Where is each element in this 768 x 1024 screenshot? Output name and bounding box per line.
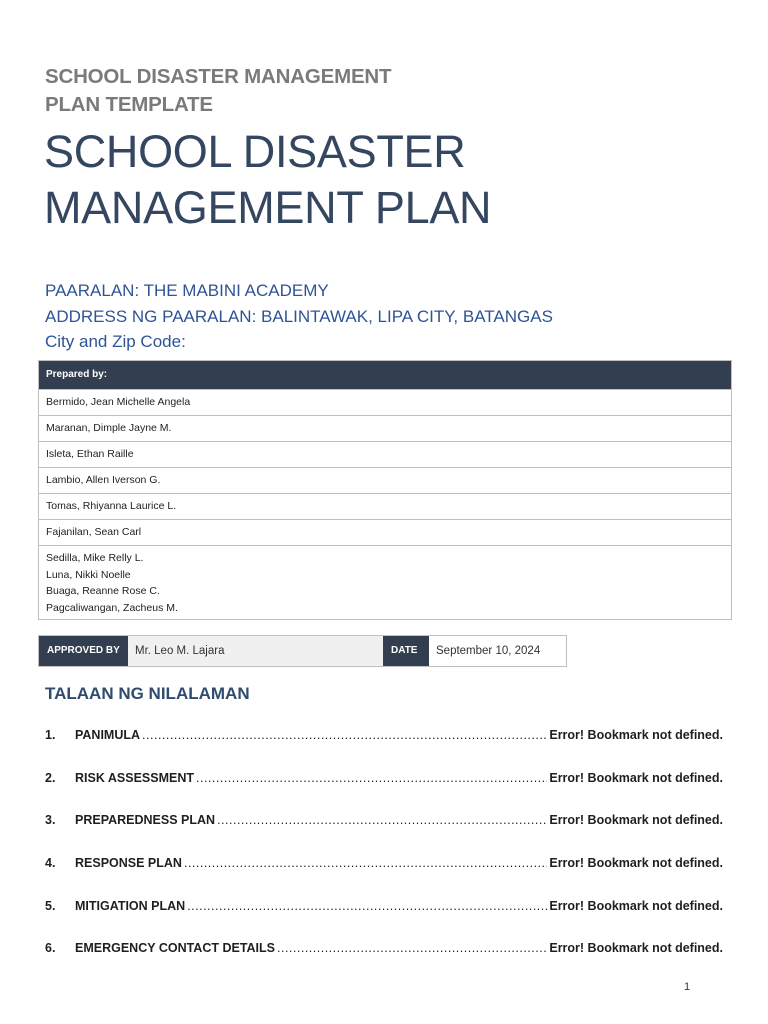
kicker-line-2: PLAN TEMPLATE bbox=[45, 93, 213, 116]
toc-reference: Error! Bookmark not defined. bbox=[549, 856, 723, 871]
approved-by-label: APPROVED BY bbox=[39, 636, 128, 666]
page-number: 1 bbox=[684, 981, 691, 993]
school-name: PAARALAN: THE MABINI ACADEMY bbox=[45, 281, 329, 300]
preparer-name: Sedilla, Mike Relly L. bbox=[46, 552, 144, 564]
table-row: Lambio, Allen Iverson G. bbox=[39, 467, 731, 493]
toc-label: RISK ASSESSMENT bbox=[75, 770, 195, 785]
school-address: ADDRESS NG PAARALAN: BALINTAWAK, LIPA CITY, BATANGAS bbox=[45, 306, 553, 326]
table-row: Isleta, Ethan Raille bbox=[39, 441, 731, 467]
toc-leader-dots bbox=[187, 899, 547, 913]
toc-number: 5. bbox=[45, 898, 56, 913]
toc-number: 4. bbox=[45, 856, 56, 871]
toc-title: TALAAN NG NILALAMAN bbox=[45, 684, 250, 703]
preparer-name: Luna, Nikki Noelle bbox=[46, 568, 131, 581]
school-info bbox=[45, 278, 725, 355]
toc-number: 3. bbox=[45, 813, 56, 828]
city-zip: City and Zip Code: bbox=[45, 332, 186, 351]
title-line-2: MANAGEMENT PLAN bbox=[44, 182, 492, 233]
kicker-line-1: SCHOOL DISASTER MANAGEMENT bbox=[45, 65, 392, 88]
toc-reference: Error! Bookmark not defined. bbox=[549, 898, 723, 913]
table-of-contents bbox=[45, 728, 723, 984]
toc-label: EMERGENCY CONTACT DETAILS bbox=[75, 941, 276, 956]
toc-number: 1. bbox=[45, 728, 56, 742]
date-label: DATE bbox=[383, 636, 429, 666]
table-row: Tomas, Rhiyanna Laurice L. bbox=[39, 493, 731, 519]
toc-reference: Error! Bookmark not defined. bbox=[549, 770, 723, 785]
toc-label: RESPONSE PLAN bbox=[75, 856, 182, 871]
table-row-multi bbox=[39, 545, 731, 619]
table-row: Fajanilan, Sean Carl bbox=[39, 519, 731, 545]
toc-reference: Error! Bookmark not defined. bbox=[549, 728, 723, 742]
template-kicker bbox=[45, 63, 565, 119]
toc-leader-dots bbox=[184, 856, 547, 870]
preparer-name: Buaga, Reanne Rose C. bbox=[46, 585, 160, 597]
date-value: September 10, 2024 bbox=[429, 636, 566, 666]
prepared-by-header: Prepared by: bbox=[39, 361, 731, 389]
toc-entry[interactable] bbox=[45, 941, 723, 984]
toc-entry[interactable] bbox=[45, 856, 723, 899]
toc-entry[interactable] bbox=[45, 728, 723, 771]
toc-leader-dots bbox=[217, 813, 547, 827]
toc-leader-dots bbox=[277, 941, 547, 955]
toc-entry[interactable] bbox=[45, 771, 723, 814]
table-row: Bermido, Jean Michelle Angela bbox=[39, 389, 731, 415]
title-line-1: SCHOOL DISASTER bbox=[44, 126, 466, 177]
toc-label: PREPAREDNESS PLAN bbox=[75, 813, 216, 828]
toc-leader-dots bbox=[142, 728, 547, 742]
toc-label: PANIMULA bbox=[75, 728, 141, 742]
preparer-name: Pagcaliwangan, Zacheus M. bbox=[46, 601, 178, 614]
toc-leader-dots bbox=[196, 771, 547, 785]
document-title bbox=[44, 124, 684, 236]
toc-number: 6. bbox=[45, 941, 56, 956]
approved-by-value: Mr. Leo M. Lajara bbox=[128, 636, 383, 666]
toc-label: MITIGATION PLAN bbox=[75, 898, 186, 913]
table-row: Maranan, Dimple Jayne M. bbox=[39, 415, 731, 441]
approval-row bbox=[38, 635, 567, 667]
toc-reference: Error! Bookmark not defined. bbox=[549, 813, 723, 828]
toc-entry[interactable] bbox=[45, 813, 723, 856]
toc-reference: Error! Bookmark not defined. bbox=[549, 941, 723, 956]
toc-number: 2. bbox=[45, 770, 56, 785]
prepared-by-table bbox=[38, 360, 732, 620]
toc-entry[interactable] bbox=[45, 899, 723, 942]
